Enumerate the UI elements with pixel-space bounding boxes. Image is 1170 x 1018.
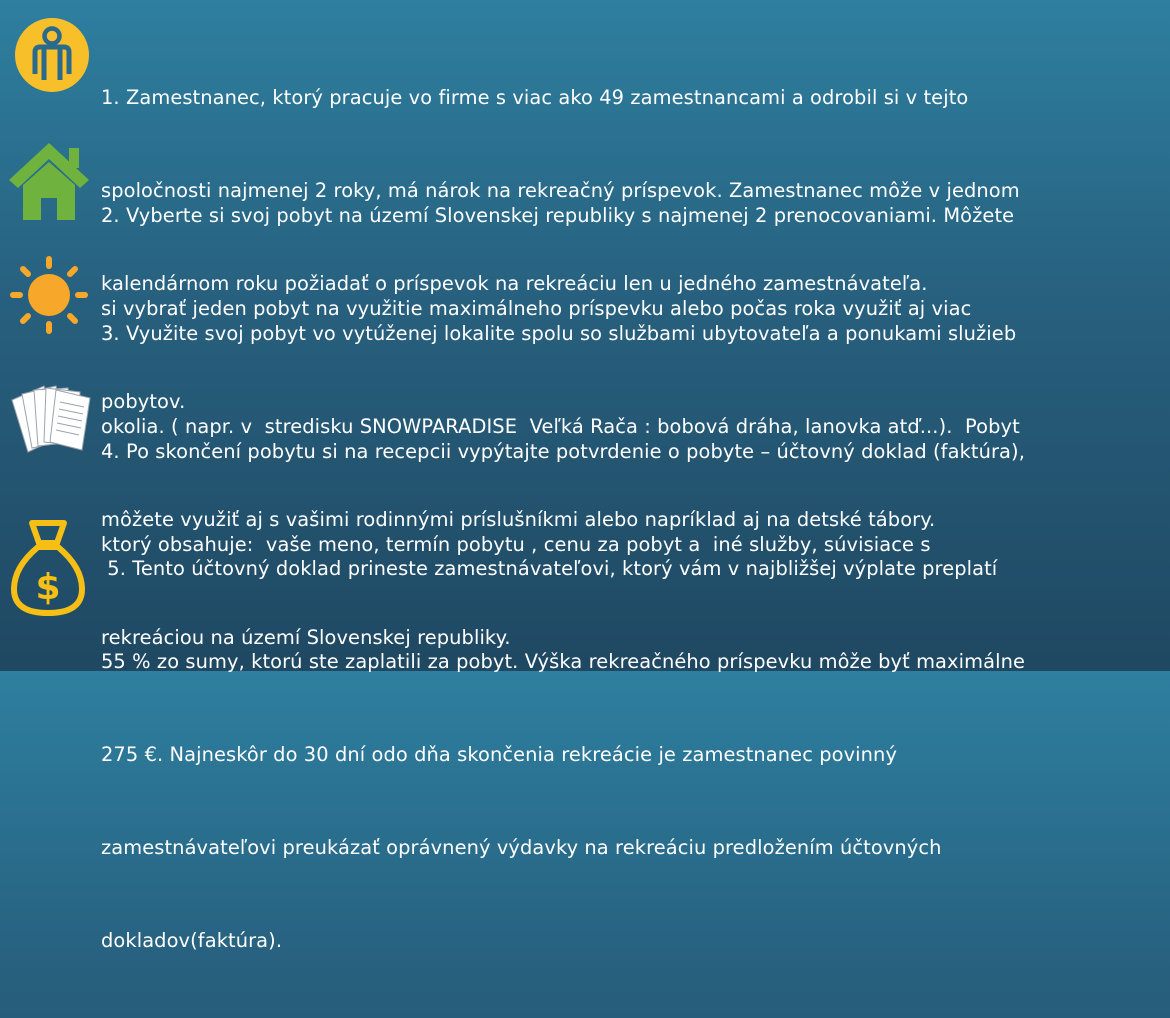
text-line: 1. Zamestnanec, ktorý pracuje vo firme s viac ako 49 zamestnancami a odrobil si v tejto (101, 86, 969, 109)
text-line: 2. Vyberte si svoj pobyt na území Slovenskej republiky s najmenej 2 prenocovaniami. Môžete (101, 204, 1015, 227)
documents-icon (6, 378, 94, 458)
svg-text:$: $ (35, 567, 61, 608)
text-line: 3. Využite svoj pobyt vo vytúženej lokalite spolu so službami ubytovateľa a ponukami služieb (101, 322, 1017, 345)
text-line: 5. Tento účtovný doklad prineste zamestnávateľovi, ktorý vám v najbližšej výplate preplatí (101, 557, 998, 580)
text-line: spoločnosti najmenej 2 roky, má nárok na rekreačný príspevok. Zamestnanec môže v jednom (101, 179, 1020, 202)
text-line: ktorý obsahuje: vaše meno, termín pobytu , cenu za pobyt a iné služby, súvisiace s (101, 533, 931, 556)
text-line: si vybrať jeden pobyt na využitie maximálneho príspevku alebo počas roka využiť aj viac (101, 297, 972, 320)
text-line: 4. Po skončení pobytu si na recepcii vypýtajte potvrdenie o pobyte – účtovný doklad (faktúra), (101, 440, 1025, 463)
text-line: rekreáciou na území Slovenskej republiky. (101, 626, 511, 649)
text-line: kalendárnom roku požiadať o príspevok na rekreáciu len u jedného zamestnávateľa. (101, 272, 928, 295)
text-line: pobytov. (101, 390, 186, 413)
person-icon (13, 16, 91, 94)
sun-icon (9, 255, 89, 335)
text-line: 55 % zo sumy, ktorú ste zaplatili za pobyt. Výška rekreačného príspevku môže byť maximálne (101, 650, 1025, 673)
text-line: 275 €. Najneskôr do 30 dní odo dňa skončenia rekreácie je zamestnanec povinný (101, 743, 898, 766)
house-icon (7, 140, 91, 222)
text-line: dokladov(faktúra). (101, 929, 283, 952)
text-line: môžete využiť aj s vašimi rodinnými príslušníkmi alebo napríklad aj na detské tábory. (101, 508, 936, 531)
text-line: okolia. ( napr. v stredisku SNOWPARADISE Veľká Rača : bobová dráha, lanovka atď...). Pobyt (101, 415, 1020, 438)
text-line: zamestnávateľovi preukázať oprávnený výdavky na rekreáciu predložením účtovných (101, 836, 942, 859)
item-5-text (101, 491, 1161, 1018)
money-bag-icon (10, 517, 86, 617)
